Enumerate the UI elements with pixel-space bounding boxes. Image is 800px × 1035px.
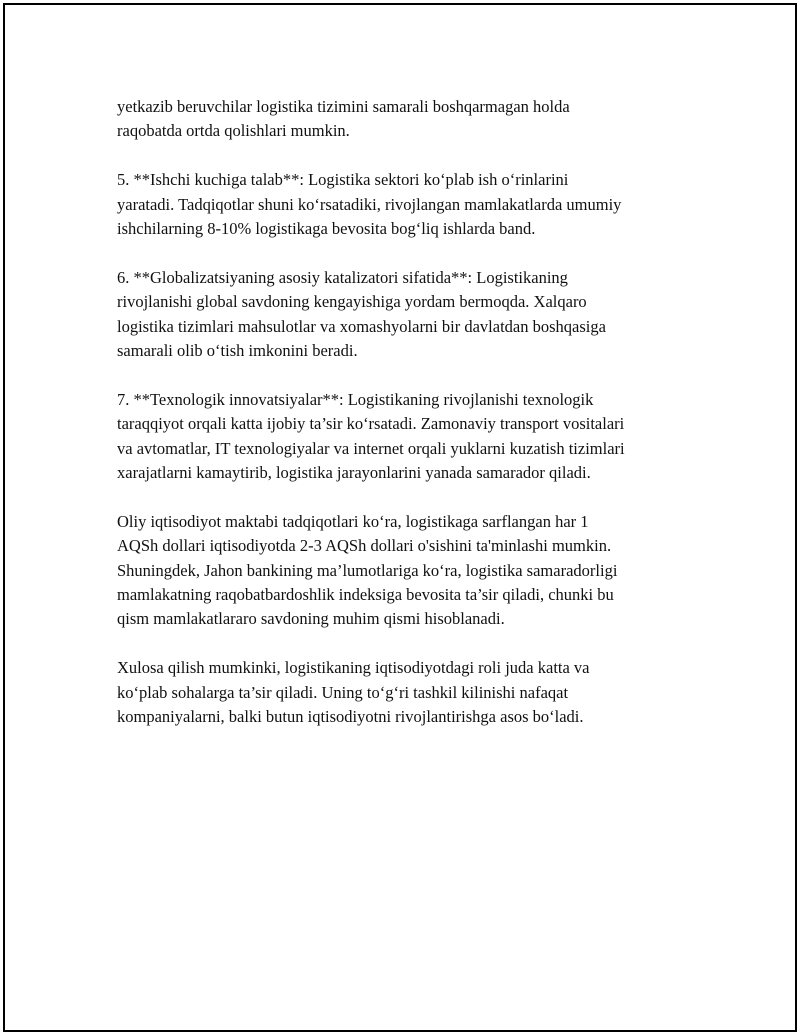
paragraph-conclusion <box>117 656 717 729</box>
text-line: rivojlanishi global savdoning kengayishiga yordam bermoqda. Xalqaro <box>117 292 587 312</box>
text-line: xarajatlarni kamaytirib, logistika jarayonlarini yanada samarador qiladi. <box>117 463 591 483</box>
document-body <box>117 95 717 754</box>
text-line: qism mamlakatlararo savdoning muhim qismi hisoblanadi. <box>117 609 505 629</box>
paragraph-intro-continuation <box>117 95 717 144</box>
paragraph-item-7 <box>117 388 717 486</box>
text-line: 6. **Globalizatsiyaning asosiy katalizatori sifatida**: Logistikaning <box>117 267 568 287</box>
text-line: taraqqiyot orqali katta ijobiy ta’sir ko‘rsatadi. Zamonaviy transport vositalari <box>117 414 625 434</box>
text-line: yaratadi. Tadqiqotlar shuni ko‘rsatadiki, rivojlangan mamlakatlarda umumiy <box>117 194 622 214</box>
text-line: AQSh dollari iqtisodiyotda 2-3 AQSh dollari o'sishini ta'minlashi mumkin. <box>117 536 612 556</box>
text-line: ishchilarning 8-10% logistikaga bevosita bog‘liq ishlarda band. <box>117 219 536 239</box>
document-page <box>3 3 797 1032</box>
text-line: kompaniyalarni, balki butun iqtisodiyotni rivojlantirishga asos bo‘ladi. <box>117 707 584 727</box>
text-line: Xulosa qilish mumkinki, logistikaning iqtisodiyotdagi roli juda katta va <box>117 658 590 678</box>
text-line: Shuningdek, Jahon bankining ma’lumotlariga ko‘ra, logistika samaradorligi <box>117 560 618 580</box>
text-line: mamlakatning raqobatbardoshlik indeksiga bevosita ta’sir qiladi, chunki bu <box>117 585 614 605</box>
text-line: logistika tizimlari mahsulotlar va xomashyolarni bir davlatdan boshqasiga <box>117 316 606 336</box>
text-line: 5. **Ishchi kuchiga talab**: Logistika sektori ko‘plab ish o‘rinlarini <box>117 170 569 190</box>
paragraph-item-5 <box>117 168 717 241</box>
paragraph-item-6 <box>117 266 717 364</box>
text-line: ko‘plab sohalarga ta’sir qiladi. Uning to‘g‘ri tashkil kilinishi nafaqat <box>117 682 569 702</box>
text-line: raqobatda ortda qolishlari mumkin. <box>117 121 350 141</box>
text-line: yetkazib beruvchilar logistika tizimini samarali boshqarmagan holda <box>117 97 570 116</box>
paragraph-research-findings <box>117 510 717 632</box>
text-line: va avtomatlar, IT texnologiyalar va internet orqali yuklarni kuzatish tizimlari <box>117 438 625 458</box>
text-line: 7. **Texnologik innovatsiyalar**: Logistikaning rivojlanishi texnologik <box>117 389 594 409</box>
text-line: Oliy iqtisodiyot maktabi tadqiqotlari ko‘ra, logistikaga sarflangan har 1 <box>117 511 589 531</box>
text-line: samarali olib o‘tish imkonini beradi. <box>117 341 358 361</box>
